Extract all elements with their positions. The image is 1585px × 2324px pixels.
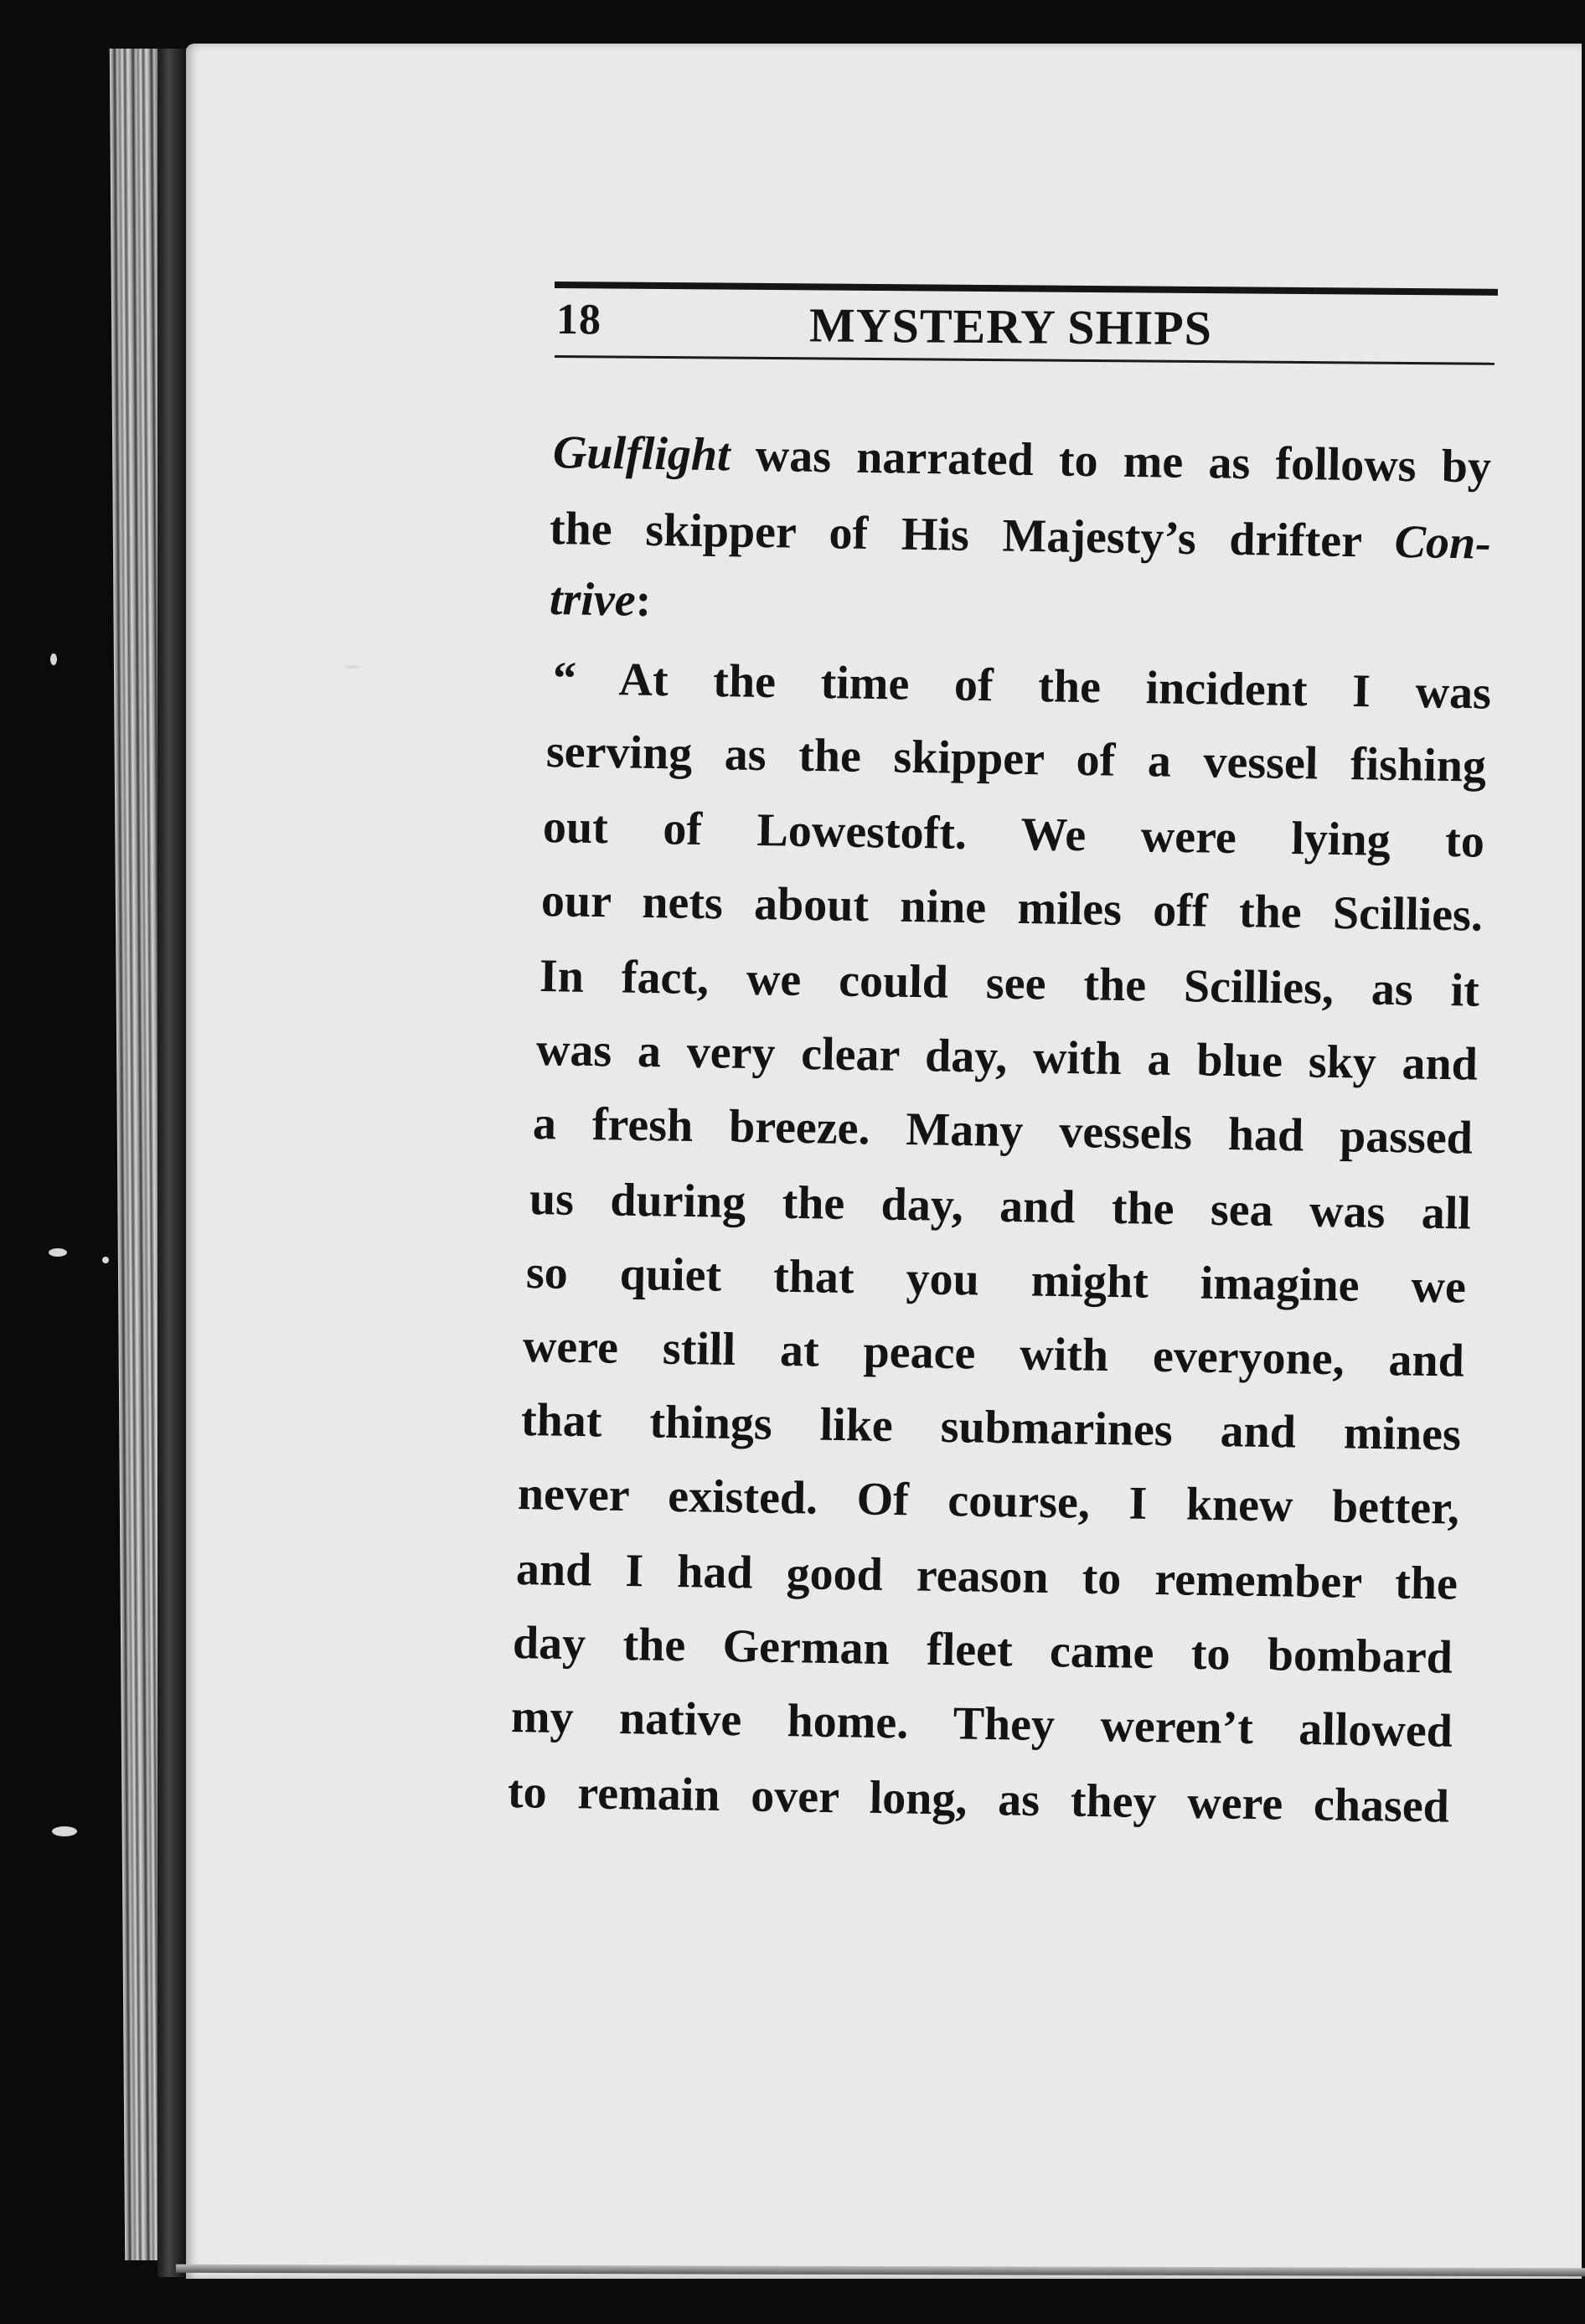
text-run: In fact, we could see the Scillies, as it [539,950,1480,1017]
text-line [549,570,709,631]
text-run: the skipper of His Majesty’s drifter [549,503,1396,568]
text-run: was narrated to me as follows by [730,429,1492,493]
text-run: serving as the skipper of a vessel fishing [545,726,1487,793]
text-run: was a very clear day, with a blue sky and [535,1024,1479,1091]
text-run: a fresh breeze. Many vessels had passed [532,1097,1474,1165]
text-run: so quiet that you might imagine we [525,1247,1467,1314]
running-title: MYSTERY SHIPS [808,297,1213,356]
scan-speck [102,1257,109,1263]
text-run: and I had good reason to remember the [515,1543,1459,1610]
text-run: to remain over long, as they were chased [507,1766,1450,1833]
scan-speck [50,653,57,665]
italic-text: Con- [1394,515,1492,570]
scan-speck [49,1248,67,1257]
page-number: 18 [555,296,602,344]
text-run: were still at peace with everyone, and [522,1320,1465,1387]
italic-text: Gulflight [552,426,731,482]
text-run: us during the day, and the sea was all [529,1173,1472,1240]
text-run: day the German fleet came to bombard [512,1617,1453,1684]
scan-speck [52,1826,77,1836]
book-gutter-shadow [157,49,186,2277]
text-run: “ At the time of the incident I was [552,653,1492,720]
text-run: : [635,574,652,627]
scan-speck [345,665,360,669]
text-run: our nets about nine miles off the Scillies. [540,875,1484,942]
text-run: that things like submarines and mines [520,1394,1462,1461]
italic-text: trive [549,573,637,627]
text-run: my native home. They weren’t allowed [510,1691,1453,1758]
text-run: never existed. Of course, I knew better, [517,1468,1460,1535]
running-head [555,292,1499,359]
text-run: out of Lowestoft. We were lying to [542,801,1485,868]
